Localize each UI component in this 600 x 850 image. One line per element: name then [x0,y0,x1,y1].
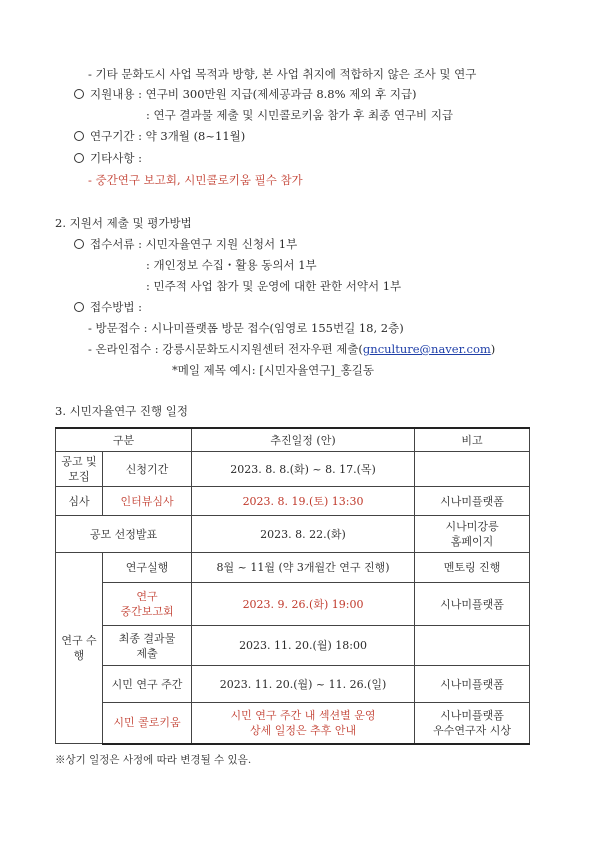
item-research-week: 시민 연구 주간 [103,666,192,703]
note-line: 시나미강릉 [445,520,499,533]
note-research-week: 시나미플랫폼 [415,666,530,703]
period-text: 연구기간 : 약 3개월 (8~11월) [90,129,246,143]
item-line: 중간보고회 [120,605,174,618]
date-interview-review: 2023. 8. 19.(토) 13:30 [192,487,415,516]
online-prefix: - 온라인접수 : 강릉시문화도시지원센터 전자우편 제출( [88,342,363,356]
note-line: 시나미플랫폼 [440,708,504,722]
date-selection-announcement: 2023. 8. 22.(화) [192,516,415,553]
table-row [56,626,530,666]
method-label: 접수방법 : [90,300,142,314]
docs-label: 접수서류 : 시민자율연구 지원 신청서 1부 [90,237,298,251]
bullet-other-research: - 기타 문화도시 사업 목적과 방향, 본 사업 취지에 적합하지 않은 조사 및 연구 [88,67,477,81]
circle-bullet-icon [74,89,84,99]
schedule-footnote: ※상기 일정은 사정에 따라 변경될 수 있음. [55,754,252,766]
email-link[interactable]: gnculture@naver.com [362,342,491,356]
header-schedule: 추진일정 (안) [192,428,415,452]
etc-notes [74,150,142,166]
support-label: 지원내용 : 연구비 300만원 지급(제세공과금 8.8% 제외 후 지급) [90,87,417,101]
note-line: 홈페이지 [450,535,494,548]
table-row [56,553,530,583]
item-colloquium: 시민 콜로키움 [103,703,192,744]
section3-title: 3. 시민자율연구 진행 일정 [55,404,189,418]
header-category: 구분 [56,428,192,452]
docs-item-2: : 개인정보 수집・활용 동의서 1부 [146,258,317,272]
table-row [56,703,530,744]
online-submission [88,341,495,357]
support-content [74,86,417,102]
item-line: 제출 [136,646,158,660]
submission-docs [74,236,297,252]
table-row [56,516,530,553]
circle-bullet-icon [74,153,84,163]
note-selection-announcement [415,516,530,553]
item-line: 최종 결과물 [118,631,176,645]
note-colloquium [415,703,530,744]
circle-bullet-icon [74,131,84,141]
date-line: 상세 일정은 추후 안내 [249,723,357,737]
online-suffix: ) [490,342,496,356]
visit-submission: - 방문접수 : 시나미플랫폼 방문 접수(임영로 155번길 18, 2층) [88,321,404,335]
date-application-period: 2023. 8. 8.(화) ~ 8. 17.(목) [192,452,415,487]
docs-item-3: : 민주적 사업 참가 및 운영에 대한 관한 서약서 1부 [146,279,402,293]
etc-label: 기타사항 : [90,151,142,165]
table-row [56,487,530,516]
date-research-execution: 8월 ~ 11월 (약 3개월간 연구 진행) [192,553,415,583]
note-midterm-report: 시나미플랫폼 [415,583,530,626]
item-midterm-report [103,583,192,626]
item-interview-review: 인터뷰심사 [103,487,192,516]
group-research: 연구 수행 [56,553,103,744]
date-final-submission: 2023. 11. 20.(월) 18:00 [192,626,415,666]
schedule-table [55,427,530,745]
date-midterm-report: 2023. 9. 26.(화) 19:00 [192,583,415,626]
note-line: 우수연구자 시상 [433,723,511,737]
table-row [56,583,530,626]
support-content-cont: : 연구 결과물 제출 및 시민콜로키움 참가 후 최종 연구비 지급 [146,108,454,122]
note-research-execution: 멘토링 진행 [415,553,530,583]
date-research-week: 2023. 11. 20.(월) ~ 11. 26.(일) [192,666,415,703]
item-application-period: 신청기간 [103,452,192,487]
item-selection-announcement: 공모 선정발표 [56,516,192,553]
item-final-submission [103,626,192,666]
circle-bullet-icon [74,302,84,312]
date-colloquium [192,703,415,744]
item-research-execution: 연구실행 [103,553,192,583]
group-review: 심사 [56,487,103,516]
section2-title: 2. 지원서 제출 및 평가방법 [55,216,192,230]
circle-bullet-icon [74,239,84,249]
submission-method [74,299,142,315]
etc-required-item: - 중간연구 보고회, 시민콜로키움 필수 참가 [88,173,303,187]
group-recruit: 공고 및 모집 [56,452,103,487]
header-note: 비고 [415,428,530,452]
table-row [56,452,530,487]
table-row [56,666,530,703]
date-line: 시민 연구 주간 내 섹션별 운영 [230,708,376,722]
note-interview-review: 시나미플랫폼 [415,487,530,516]
table-header-row [56,428,530,452]
note-application-period [415,452,530,487]
note-final-submission [415,626,530,666]
item-line: 연구 [136,590,158,603]
email-subject-example: *메일 제목 예시: [시민자율연구]_홍길동 [172,363,374,377]
research-period [74,128,245,144]
